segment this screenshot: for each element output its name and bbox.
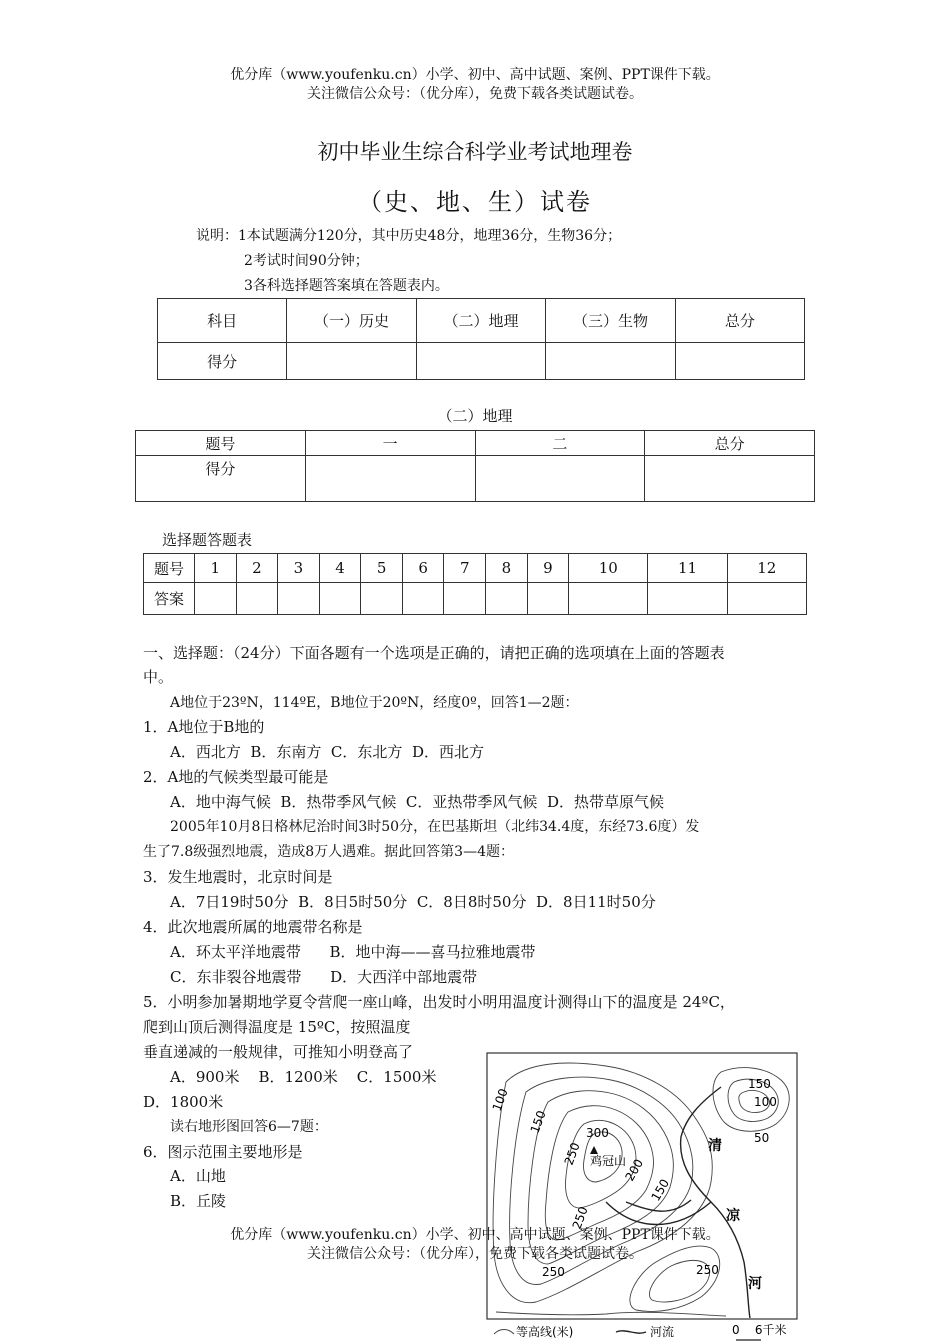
note-3: 3各科选择题答案填在答题表内。 (244, 278, 449, 294)
contour-label: 250 (696, 1263, 719, 1277)
geo-score-cell[interactable] (475, 456, 645, 502)
answer-q-number: 10 (569, 554, 648, 583)
answer-cell[interactable] (195, 583, 237, 615)
answer-cell[interactable] (727, 583, 806, 615)
exam-subtitle: （史、地、生）试卷 (358, 188, 592, 216)
question-4: 4．此次地震所属的地震带名称是 (143, 918, 363, 936)
question-6: 6．图示范围主要地形是 (143, 1143, 303, 1161)
question-1-options: A．西北方 B．东南方 C．东北方 D．西北方 (170, 743, 484, 761)
peak-elevation: 300 (586, 1126, 609, 1140)
answer-q-number: 3 (278, 554, 320, 583)
geo-header-cell: 总分 (645, 431, 815, 456)
question-6-option-a: A．山地 (170, 1167, 226, 1185)
answer-q-number: 4 (319, 554, 361, 583)
intro-q3-4-b: 生了7.8级强烈地震，造成8万人遇难。据此回答第3—4题： (143, 844, 514, 860)
question-1: 1．A地位于B地的 (143, 718, 265, 736)
answer-cell[interactable] (236, 583, 278, 615)
legend-river-label: 河流 (650, 1325, 675, 1339)
question-3: 3．发生地震时，北京时间是 (143, 868, 333, 886)
question-6-option-b: B．丘陵 (170, 1192, 227, 1210)
score-header-cell: （一）历史 (287, 299, 416, 343)
map-legend (494, 1322, 787, 1340)
question-5-c: 垂直递减的一般规律，可推知小明登高了 (143, 1043, 414, 1061)
answer-cell[interactable] (569, 583, 648, 615)
answer-q-number: 2 (236, 554, 278, 583)
answer-q-number: 1 (195, 554, 237, 583)
answer-cell[interactable] (527, 583, 569, 615)
score-table (157, 298, 805, 380)
contour-label: 100 (754, 1095, 777, 1109)
scale-label: 0 6千米 (732, 1323, 787, 1337)
answer-cell[interactable] (444, 583, 486, 615)
score-cell[interactable] (287, 343, 416, 380)
score-header-cell: 总分 (675, 299, 804, 343)
score-header-cell: （二）地理 (416, 299, 545, 343)
answer-table-caption: 选择题答题表 (162, 531, 253, 549)
answer-q-number: 9 (527, 554, 569, 583)
site-header (0, 66, 950, 104)
question-3-options: A．7日19时50分 B．8日5时50分 C．8日8时50分 D．8日11时50分 (170, 893, 656, 911)
answer-q-number: 8 (486, 554, 528, 583)
intro-q6-7: 读右地形图回答6—7题： (170, 1119, 328, 1135)
geo-score-cell[interactable] (305, 456, 475, 502)
answer-q-label: 题号 (144, 554, 195, 583)
question-2: 2．A地的气候类型最可能是 (143, 768, 329, 786)
score-row-label: 得分 (158, 343, 287, 380)
contour-label: 50 (754, 1131, 770, 1145)
answer-a-label: 答案 (144, 583, 195, 615)
contour-label: 150 (527, 1108, 549, 1136)
score-header-cell: （三）生物 (546, 299, 675, 343)
geo-score-table (135, 430, 815, 502)
river-label: 凉 (726, 1208, 740, 1224)
question-5-a: 5．小明参加暑期地学夏令营爬一座山峰，出发时小明用温度计测得山下的温度是 24ºC， (143, 993, 735, 1011)
river-label: 清 (708, 1138, 722, 1154)
answer-cell[interactable] (278, 583, 320, 615)
question-5-options: A．900米 B．1200米 C．1500米 (170, 1068, 437, 1086)
answer-cell[interactable] (319, 583, 361, 615)
peak-name: 鸡冠山 (590, 1154, 627, 1168)
contour-label: 200 (622, 1156, 647, 1184)
answer-table (143, 553, 807, 615)
score-cell[interactable] (675, 343, 804, 380)
header-line-1: 优分库（www.youfenku.cn）小学、初中、高中试题、案例、PPT课件下载。 (230, 67, 720, 83)
contour-label: 100 (489, 1086, 511, 1114)
question-4-options-1: A．环太平洋地震带 B．地中海——喜马拉雅地震带 (170, 943, 536, 961)
section-heading-b: 中。 (143, 668, 174, 686)
question-5-option-d: D．1800米 (143, 1093, 224, 1111)
score-cell[interactable] (546, 343, 675, 380)
geo-header-cell: 一 (305, 431, 475, 456)
exam-title: 初中毕业生综合科学业考试地理卷 (317, 140, 633, 164)
footer-line-1: 优分库（www.youfenku.cn）小学、初中、高中试题、案例、PPT课件下载。 (230, 1227, 720, 1243)
topographic-map (486, 1052, 798, 1344)
footer-line-2: 关注微信公众号：（优分库），免费下载各类试题试卷。 (307, 1246, 643, 1262)
answer-q-number: 5 (361, 554, 403, 583)
question-4-options-2: C．东非裂谷地震带 D．大西洋中部地震带 (170, 968, 478, 986)
answer-q-number: 7 (444, 554, 486, 583)
intro-q3-4-a: 2005年10月8日格林尼治时间3时50分，在巴基斯坦（北纬34.4度，东经73.6度）发 (170, 819, 700, 835)
answer-cell[interactable] (648, 583, 727, 615)
answer-cell[interactable] (486, 583, 528, 615)
section-heading-a: 一、选择题：（24分）下面各题有一个选项是正确的，请把正确的选项填在上面的答题表 (143, 644, 725, 662)
note-1: 说明：1本试题满分120分，其中历史48分，地理36分，生物36分； (196, 228, 622, 244)
geo-header-cell: 题号 (136, 431, 306, 456)
answer-q-number: 12 (727, 554, 806, 583)
site-footer (0, 1226, 950, 1264)
question-5-b: 爬到山顶后测得温度是 15ºC，按照温度 (143, 1018, 411, 1036)
geo-header-cell: 二 (475, 431, 645, 456)
legend-contour-label: 等高线(米) (516, 1325, 574, 1339)
contour-label: 250 (569, 1204, 591, 1232)
contour-label: 150 (648, 1176, 673, 1204)
score-cell[interactable] (416, 343, 545, 380)
geo-section-title: （二）地理 (437, 407, 513, 425)
answer-cell[interactable] (361, 583, 403, 615)
contour-label: 150 (748, 1077, 771, 1091)
header-line-2: 关注微信公众号：（优分库），免费下载各类试题试卷。 (307, 86, 643, 102)
note-2: 2考试时间90分钟； (244, 253, 369, 269)
contour-label: 250 (561, 1140, 583, 1168)
question-2-options: A．地中海气候 B．热带季风气候 C．亚热带季风气候 D．热带草原气候 (170, 793, 664, 811)
intro-q1-2: A地位于23ºN，114ºE，B地位于20ºN，经度0º，回答1—2题： (170, 695, 579, 711)
answer-q-number: 6 (402, 554, 444, 583)
answer-q-number: 11 (648, 554, 727, 583)
river-label: 河 (748, 1276, 762, 1292)
contour-label: 250 (542, 1265, 565, 1279)
geo-row-label: 得分 (136, 456, 306, 502)
geo-score-cell[interactable] (645, 456, 815, 502)
score-header-cell: 科目 (158, 299, 287, 343)
answer-cell[interactable] (402, 583, 444, 615)
